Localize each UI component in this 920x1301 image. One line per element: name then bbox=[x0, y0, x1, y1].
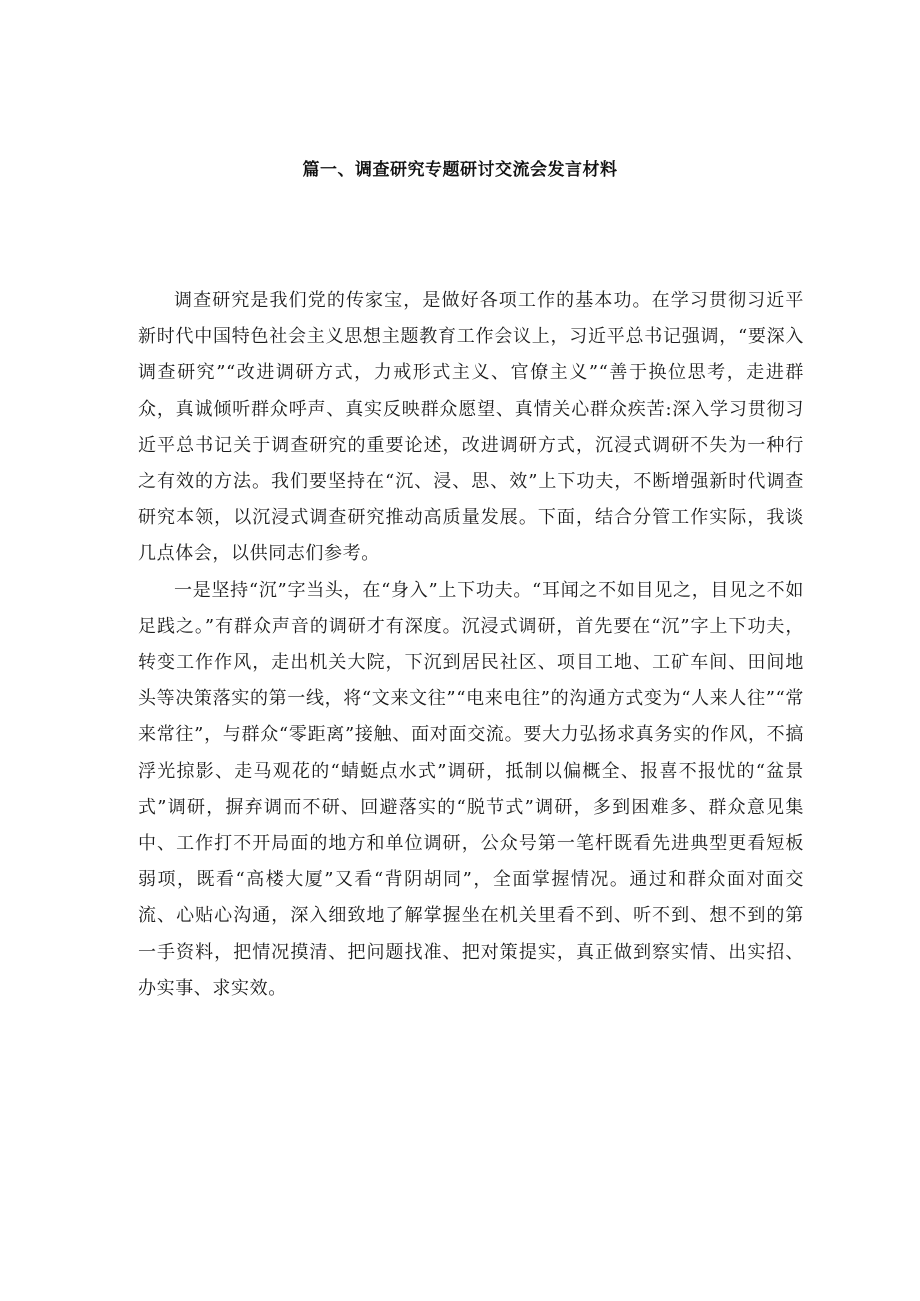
document-body bbox=[138, 283, 804, 1007]
paragraph-point-one: 一是坚持“沉”字当头，在“身入”上下功夫。“耳闻之不如目见之，目见之不如足践之。”有群众声音的调研才有深度。沉浸式调研，首先要在“沉”字上下功夫，转变工作作风，走出机关大院，下沉到居民社区、项目工地、工矿车间、田间地头等决策落实的第一线，将“文来文往”“电来电往”的沟通方式变为“人来人往”“常来常往”，与群众“零距离”接触、面对面交流。要大力弘扬求真务实的作风，不搞浮光掠影、走马观花的“蜻蜓点水式”调研，抵制以偏概全、报喜不报忧的“盆景式”调研，摒弃调而不研、回避落实的“脱节式”调研，多到困难多、群众意见集中、工作打不开局面的地方和单位调研，公众号第一笔杆既看先进典型更看短板弱项，既看“高楼大厦”又看“背阴胡同”，全面掌握情况。通过和群众面对面交流、心贴心沟通，深入细致地了解掌握坐在机关里看不到、听不到、想不到的第一手资料，把情况摸清、把问题找准、把对策提实，真正做到察实情、出实招、办实事、求实效。 bbox=[138, 579, 804, 999]
paragraph-intro: 调查研究是我们党的传家宝，是做好各项工作的基本功。在学习贯彻习近平新时代中国特色社会主义思想主题教育工作会议上，习近平总书记强调，“要深入调查研究”“改进调研方式，力戒形式主义、官僚主义”“善于换位思考，走进群众，真诚倾听群众呼声、真实反映群众愿望、真情关心群众疾苦:深入学习贯彻习近平总书记关于调查研究的重要论述，改进调研方式，沉浸式调研不失为一种行之有效的方法。我们要坚持在“沉、浸、思、效”上下功夫，不断增强新时代调查研究本领，以沉浸式调查研究推动高质量发展。下面，结合分管工作实际，我谈几点体会，以供同志们参考。 bbox=[138, 290, 804, 565]
document-title: 篇一、调查研究专题研讨交流会发言材料 bbox=[302, 160, 618, 180]
